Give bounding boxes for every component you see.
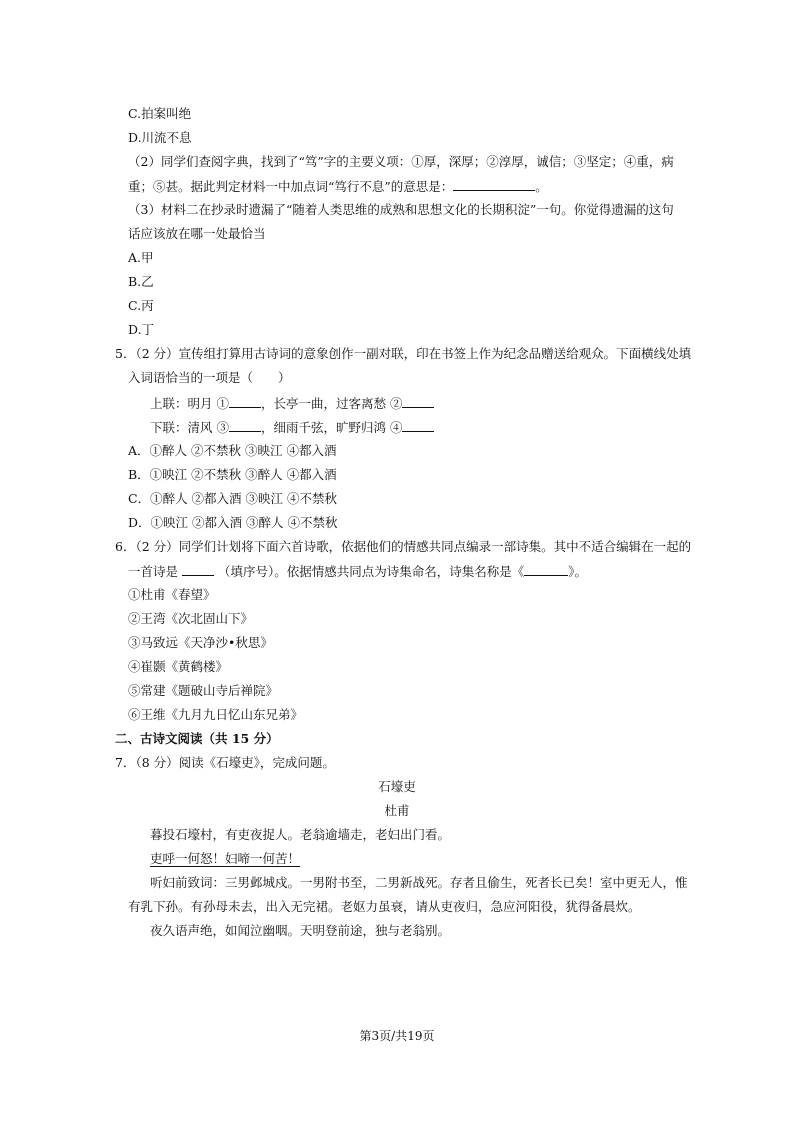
q4-3-option-b: B.乙 (128, 274, 154, 289)
section-heading: 二、古诗文阅读（共 15 分） (115, 731, 279, 746)
q5-upper-b: ，长亭一曲，过客离愁 ② (260, 396, 403, 411)
poem-paragraph-2: 吏呼一何怒！妇啼一何苦！ (150, 851, 301, 866)
poem-author: 杜甫 (384, 803, 410, 818)
q4-2-line2 (128, 178, 548, 195)
answer-blank[interactable] (402, 419, 434, 432)
q6-poem-3: ③马致远《天净沙•秋思》 (128, 635, 273, 650)
answer-blank[interactable] (182, 563, 214, 576)
q6-stem-line2 (128, 563, 587, 580)
q6-poem-2: ②王湾《次北固山下》 (128, 611, 254, 626)
q5-lower-b: ，细雨千弦，旷野归鸿 ④ (260, 420, 403, 435)
q6-poem-4: ④崔颢《黄鹤楼》 (128, 659, 229, 674)
answer-blank[interactable] (229, 419, 261, 432)
answer-blank[interactable] (229, 395, 261, 408)
q5-option-d: D．①映江 ②都入酒 ③醉人 ④不禁秋 (128, 515, 338, 530)
poem-paragraph-3-line1: 听妇前致词：三男邺城戍。一男附书至，二男新战死。存者且偷生，死者长已矣！室中更无人，惟 (150, 875, 688, 890)
q6-poem-5: ⑤常建《题破山寺后禅院》 (128, 683, 279, 698)
answer-blank[interactable] (524, 563, 568, 576)
q6-line2-b: （填序号）。依据情感共同点为诗集命名，诗集名称是《 (217, 564, 525, 579)
q6-poem-6: ⑥王维《九月九日忆山东兄弟》 (128, 707, 304, 722)
q6-stem-line1: 6．（2 分）同学们计划将下面六首诗歌，依据他们的情感共同点编录一部诗集。其中不适合编辑在一起的 (115, 539, 692, 554)
q5-upper-couplet (150, 395, 434, 412)
poem-paragraph-4: 夜久语声绝，如闻泣幽咽。天明登前途，独与老翁别。 (150, 923, 451, 938)
q4-2-line1: （2）同学们查阅字典，找到了“笃”字的主要义项：①厚，深厚；②淳厚，诚信；③坚定；④重，病 (128, 154, 674, 169)
q7-stem: 7．（8 分）阅读《石壕吏》，完成问题。 (115, 755, 335, 770)
q4-3-line1: （3）材料二在抄录时遗漏了“随着人类思维的成熟和思想文化的长期积淀”一句。你觉得遗漏的这句 (128, 202, 674, 217)
q4-3-option-a: A.甲 (128, 250, 154, 265)
q5-lower-a: 下联：清风 ③ (150, 420, 229, 435)
q5-lower-couplet (150, 419, 434, 436)
q4-2-line2-text: 重；⑤甚。据此判定材料一中加点词“笃行不息”的意思是： (128, 179, 454, 194)
q5-stem-line2: 入词语恰当的一项是（ ） (128, 370, 291, 385)
poem-paragraph-3-line2: 有乳下孙。有孙母未去，出入无完裙。老妪力虽衰，请从吏夜归，急应河阳役，犹得备晨炊。 (128, 899, 641, 914)
poem-title: 石壕吏 (378, 779, 416, 794)
poem-paragraph-1: 暮投石壕村，有吏夜捉人。老翁逾墙走，老妇出门看。 (150, 827, 451, 842)
q6-line2-c: 》。 (568, 564, 588, 579)
q4-3-option-d: D.丁 (128, 322, 155, 337)
q5-stem-line1: 5．（2 分）宣传组打算用古诗词的意象创作一副对联，印在书签上作为纪念品赠送给观众。下面横线处填 (115, 346, 692, 361)
q4-2-line2-end: 。 (535, 179, 548, 194)
answer-blank[interactable] (402, 395, 434, 408)
page-number: 第3页/共19页 (359, 1029, 435, 1043)
q6-line2-a: 一首诗是 (128, 564, 179, 579)
q6-poem-1: ①杜甫《春望》 (128, 587, 216, 602)
q5-option-c: C．①醉人 ②都入酒 ③映江 ④不禁秋 (128, 491, 337, 506)
q5-upper-a: 上联：明月 ① (150, 396, 229, 411)
answer-blank[interactable] (453, 178, 535, 191)
q4-3-option-c: C.丙 (128, 298, 154, 313)
q4-option-c: C.拍案叫绝 (128, 106, 192, 121)
q4-option-d: D.川流不息 (128, 130, 192, 145)
q5-option-b: B．①映江 ②不禁秋 ③醉人 ④都入酒 (128, 467, 337, 482)
q4-3-line2: 话应该放在哪一处最恰当 (128, 226, 266, 241)
q5-option-a: A．①醉人 ②不禁秋 ③映江 ④都入酒 (128, 443, 337, 458)
